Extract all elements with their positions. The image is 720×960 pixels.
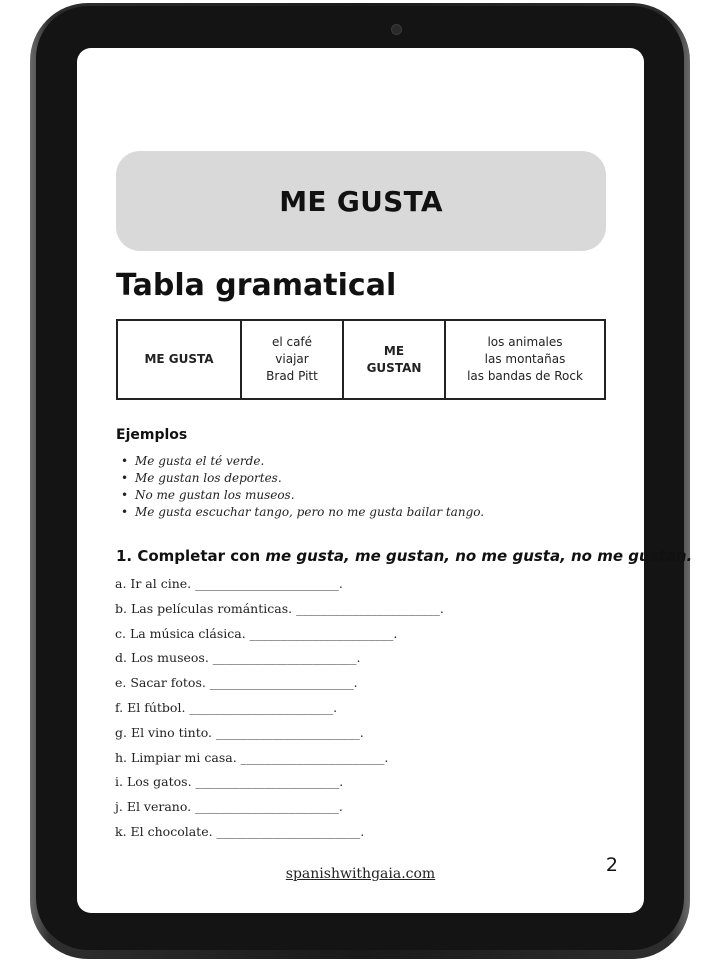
table-cell-item: Brad Pitt <box>266 369 318 383</box>
list-item: b. Las películas románticas. _______________________. <box>115 600 444 616</box>
list-item: i. Los gatos. _______________________. <box>115 774 344 790</box>
page-title: ME GUSTA <box>279 184 443 218</box>
exercise-title-prefix: 1. Completar con <box>116 547 266 565</box>
table-cell-item: las bandas de Rock <box>467 369 583 383</box>
list-item: j. El verano. _______________________. <box>115 799 343 815</box>
list-item: • Me gustan los deportes. <box>119 470 484 487</box>
list-item: h. Limpiar mi casa. _______________________. <box>115 749 389 765</box>
table-cell-item: el café <box>271 335 313 349</box>
table-cell-item: viajar <box>275 352 309 366</box>
list-item: g. El vino tinto. _______________________. <box>115 724 364 740</box>
me-gustan-header-cell <box>343 320 445 399</box>
list-item: a. Ir al cine. _______________________. <box>115 576 343 591</box>
exercise-title-options: me gusta, me gustan, no me gusta, no me gustan. <box>265 547 693 565</box>
table-cell-item: GUSTAN <box>366 360 422 375</box>
table-row <box>117 320 605 399</box>
camera-icon <box>391 24 402 35</box>
page-number: 2 <box>605 854 618 876</box>
list-item: • No me gustan los museos. <box>119 487 484 504</box>
title-banner <box>116 151 606 251</box>
list-item: c. La música clásica. _______________________. <box>115 625 398 641</box>
table-cell-item: los animales <box>487 335 563 349</box>
list-item: d. Los museos. _______________________. <box>115 650 361 666</box>
me-gustan-items-cell <box>445 320 605 399</box>
list-item: • Me gusta el té verde. <box>119 453 484 470</box>
table-cell-item: ME <box>383 343 405 358</box>
exercise-title <box>116 547 692 565</box>
examples-list <box>119 453 484 521</box>
exercise-list <box>115 574 444 847</box>
list-item: e. Sacar fotos. _______________________. <box>115 675 358 691</box>
list-item: k. El chocolate. _______________________. <box>115 823 365 839</box>
table-cell-item: las montañas <box>484 352 566 366</box>
examples-title: Ejemplos <box>116 427 188 443</box>
list-item: • Me gusta escuchar tango, pero no me gusta bailar tango. <box>119 504 484 521</box>
tablet-screen <box>77 48 693 913</box>
me-gusta-header-cell: ME GUSTA <box>117 320 241 399</box>
grammar-table <box>116 319 606 400</box>
website-link[interactable]: spanishwithgaia.com <box>285 866 436 882</box>
list-item: f. El fútbol. _______________________. <box>115 699 338 715</box>
me-gusta-items-cell <box>241 320 343 399</box>
section-title: Tabla gramatical <box>116 268 397 303</box>
